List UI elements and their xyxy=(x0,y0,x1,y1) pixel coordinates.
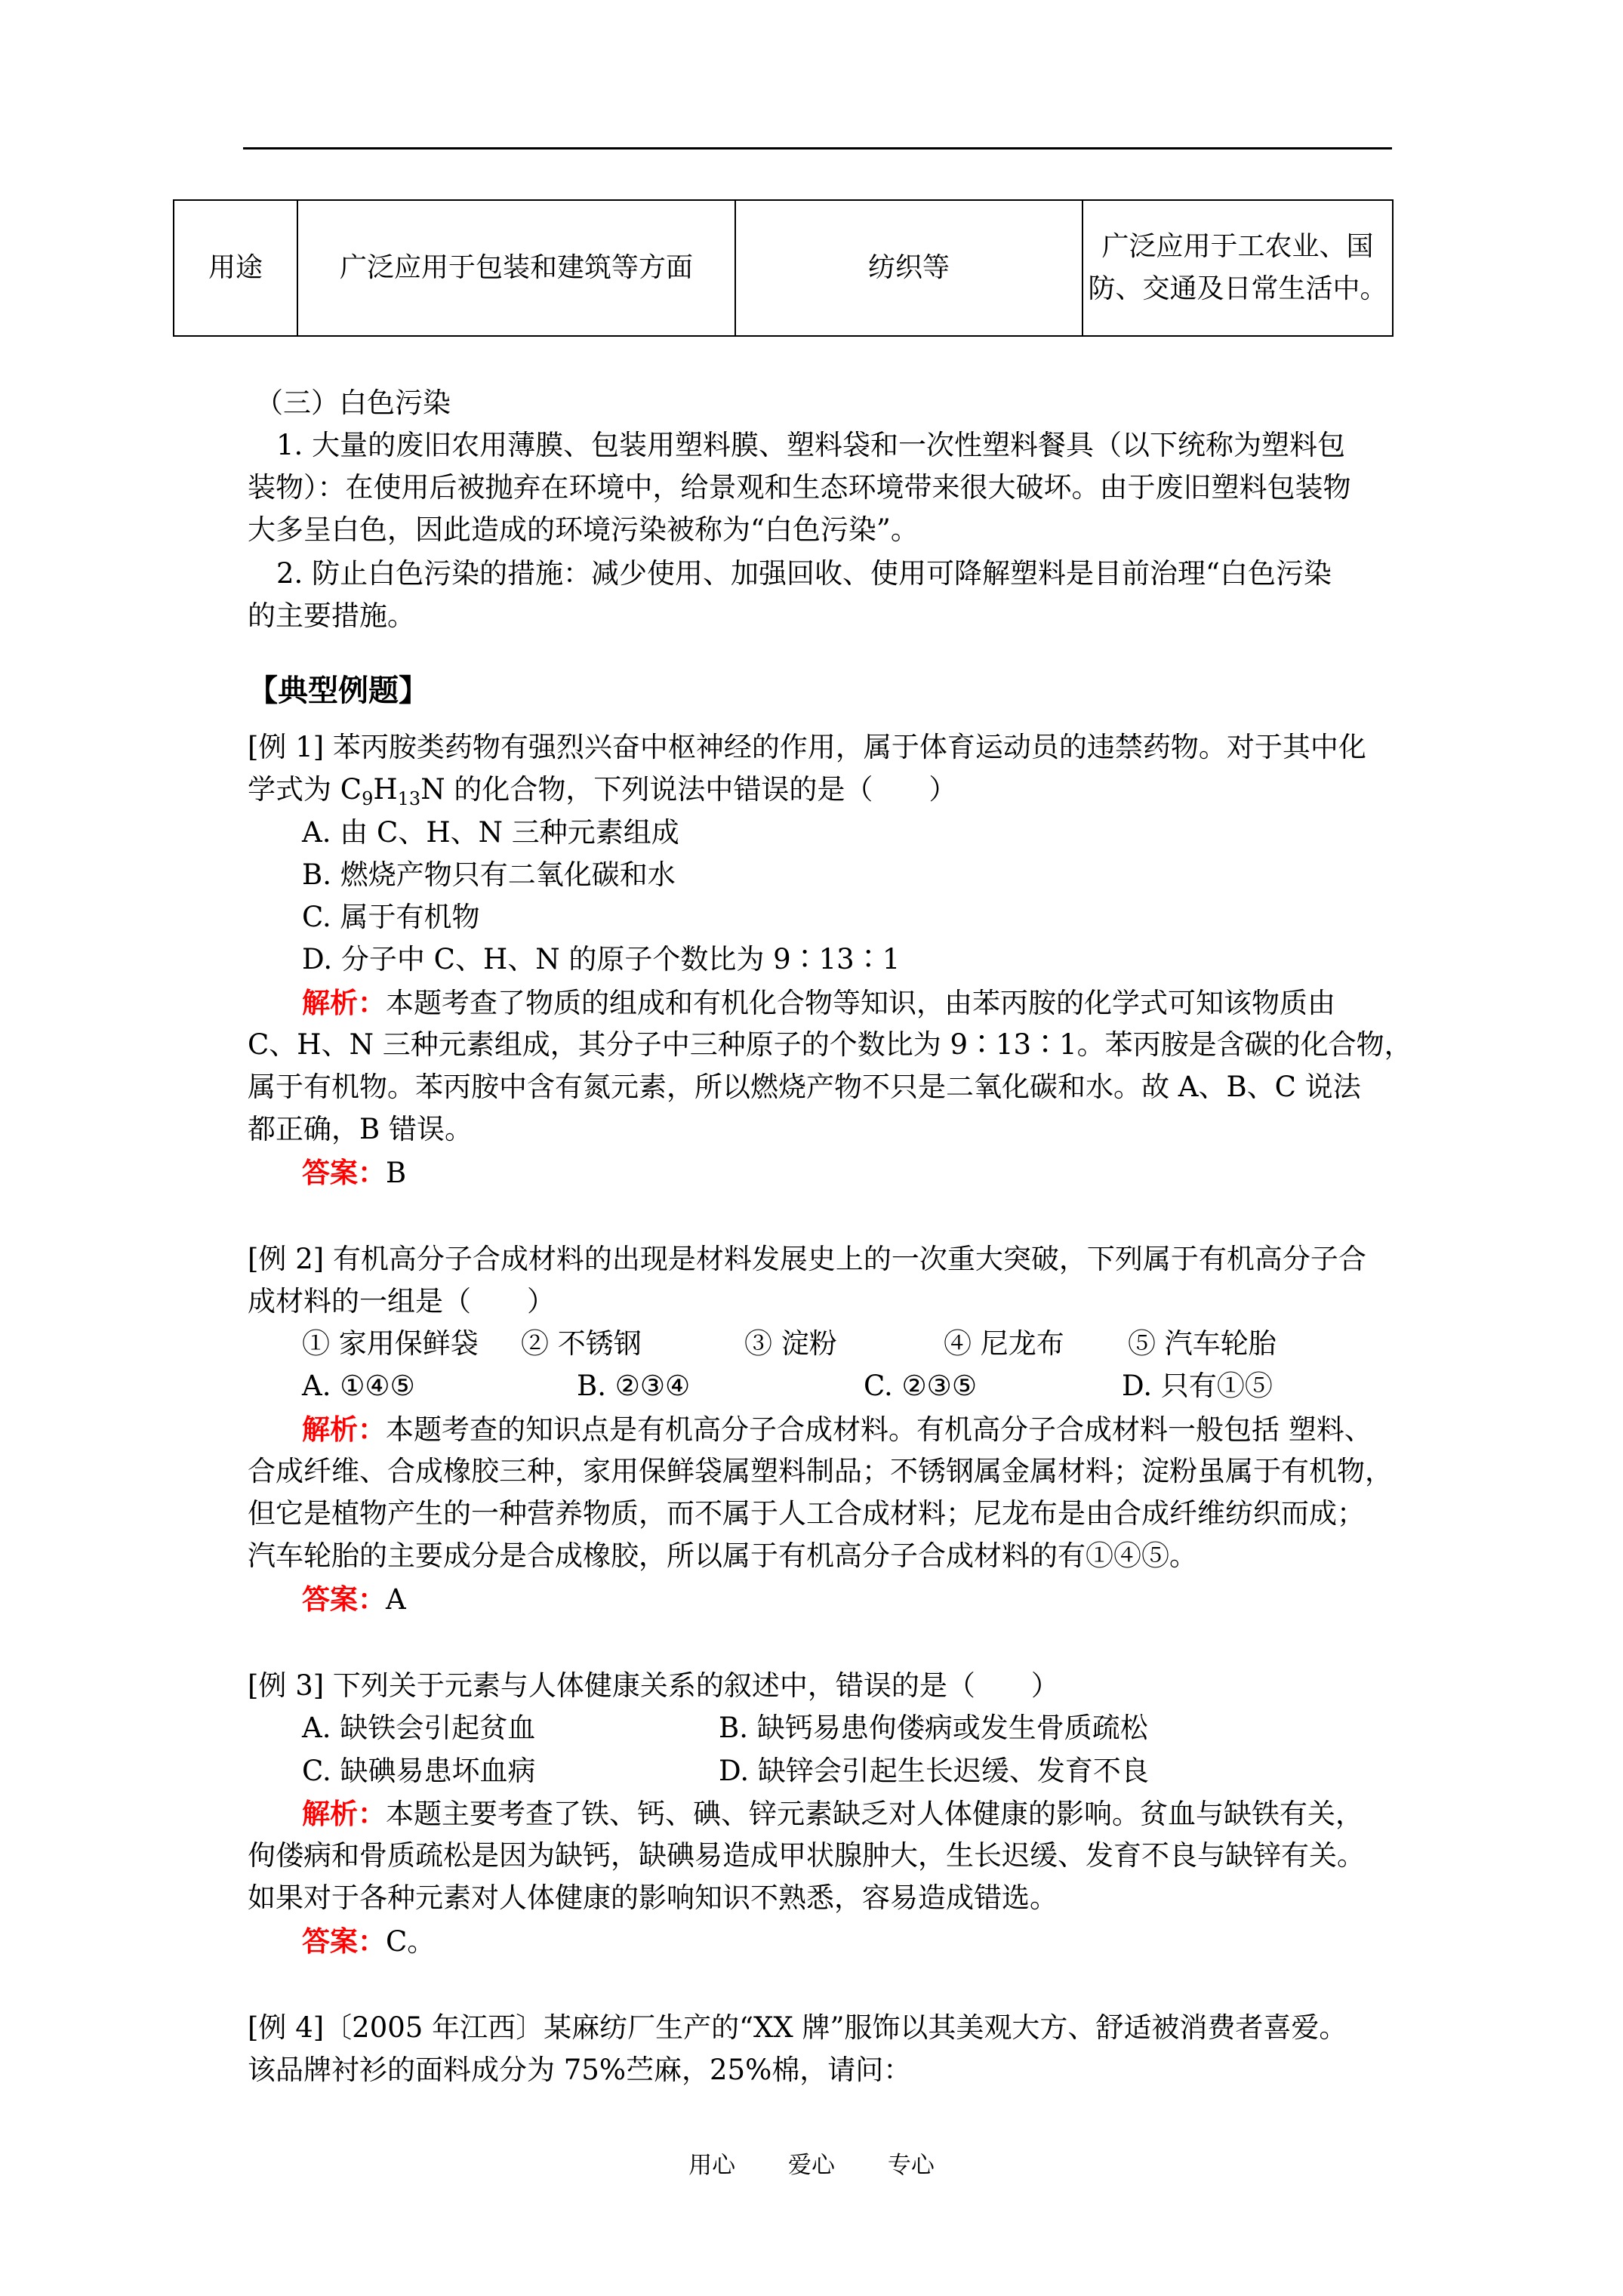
analysis-label: 解析： xyxy=(302,1797,386,1830)
option-b: B. 燃烧产物只有二氧化碳和水 xyxy=(302,858,676,891)
paragraph-line: 1. 大量的废旧农用薄膜、包装用塑料膜、塑料袋和一次性塑料餐具（以下统称为塑料包 xyxy=(276,429,1346,461)
option-row xyxy=(302,1707,1457,1749)
question-line: [例 4]〔2005 年江西〕某麻纺厂生产的“XX 牌”服饰以其美观大方、舒适被消费者喜爱。 xyxy=(248,2011,1347,2044)
option-d: D. 分子中 C、H、N 的原子个数比为 9∶13∶1 xyxy=(302,943,901,975)
table-cell: 广泛应用于包装和建筑等方面 xyxy=(297,200,735,336)
list-item: ② 不锈钢 xyxy=(521,1327,642,1360)
footer-item: 爱心 xyxy=(788,2152,835,2179)
item-list xyxy=(302,1323,1457,1365)
analysis-line: 但它是植物产生的一种营养物质，而不属于人工合成材料；尼龙布是由合成纤维纺织而成； xyxy=(248,1497,1365,1530)
analysis-line: 解析：本题考查的知识点是有机高分子合成材料。有机高分子合成材料一般包括 塑料、 xyxy=(302,1413,1372,1446)
analysis-line: 解析：本题考查了物质的组成和有机化合物等知识，由苯丙胺的化学式可知该物质由 xyxy=(302,986,1335,1019)
table-cell: 纺织等 xyxy=(735,200,1083,336)
answer-line: 答案：A xyxy=(302,1583,406,1616)
paragraph-line: 大多呈白色，因此造成的环境污染被称为“白色污染”。 xyxy=(248,513,919,546)
option-row xyxy=(302,1750,1457,1792)
answer-label: 答案： xyxy=(302,1156,386,1189)
analysis-line: 合成纤维、合成橡胶三种，家用保鲜袋属塑料制品；不锈钢属金属材料；淀粉虽属于有机物， xyxy=(248,1455,1393,1487)
question-line: [例 3] 下列关于元素与人体健康关系的叙述中，错误的是（ ） xyxy=(248,1669,1059,1702)
analysis-line: 属于有机物。苯丙胺中含有氮元素，所以燃烧产物不只是二氧化碳和水。故 A、B、C 说法 xyxy=(248,1071,1361,1103)
list-item: ① 家用保鲜袋 xyxy=(302,1327,479,1360)
option-a: A. 缺铁会引起贫血 xyxy=(302,1712,536,1744)
option-list xyxy=(302,1365,1457,1407)
page-footer xyxy=(0,2146,1623,2180)
table-cell: 广泛应用于工农业、国防、交通及日常生活中。 xyxy=(1083,200,1393,336)
paragraph-line: 的主要措施。 xyxy=(248,599,415,632)
option: C. ②③⑤ xyxy=(864,1370,978,1402)
footer-item: 用心 xyxy=(688,2152,736,2179)
analysis-label: 解析： xyxy=(302,1413,386,1446)
option-c: C. 属于有机物 xyxy=(302,901,480,933)
option-c: C. 缺碘易患坏血病 xyxy=(302,1755,536,1787)
list-item: ④ 尼龙布 xyxy=(944,1327,1064,1360)
table-cell-label: 用途 xyxy=(174,200,297,336)
option-a: A. 由 C、H、N 三种元素组成 xyxy=(302,816,679,849)
option: A. ①④⑤ xyxy=(302,1370,415,1402)
list-item: ⑤ 汽车轮胎 xyxy=(1128,1327,1277,1360)
section-title: （三）白色污染 xyxy=(255,387,451,419)
question-line: 学式为 $C_9H_{13}N$ 的化合物，下列说法中错误的是（ ） xyxy=(248,773,957,809)
answer-label: 答案： xyxy=(302,1925,386,1958)
footer-item: 专心 xyxy=(887,2152,935,2179)
list-item: ③ 淀粉 xyxy=(744,1327,837,1360)
analysis-line: 解析：本题主要考查了铁、钙、碘、锌元素缺乏对人体健康的影响。贫血与缺铁有关， xyxy=(302,1797,1363,1830)
answer-line: 答案：C。 xyxy=(302,1925,436,1958)
question-line: [例 2] 有机高分子合成材料的出现是材料发展史上的一次重大突破，下列属于有机高分子合 xyxy=(248,1243,1366,1275)
analysis-line: 佝偻病和骨质疏松是因为缺钙，缺碘易造成甲状腺肿大，生长迟缓、发育不良与缺锌有关。 xyxy=(248,1839,1365,1872)
examples-heading: 【典型例题】 xyxy=(248,673,429,708)
paragraph-line: 装物）：在使用后被抛弃在环境中，给景观和生态环境带来很大破坏。由于废旧塑料包装物 xyxy=(248,471,1351,504)
option: B. ②③④ xyxy=(577,1370,691,1402)
header-rule xyxy=(243,147,1392,149)
usage-table xyxy=(173,199,1394,337)
answer-line: 答案：B xyxy=(302,1156,407,1189)
paragraph-line: 2. 防止白色污染的措施：减少使用、加强回收、使用可降解塑料是目前治理“白色污染 xyxy=(276,557,1332,590)
option: D. 只有①⑤ xyxy=(1122,1370,1273,1402)
option-b: B. 缺钙易患佝偻病或发生骨质疏松 xyxy=(719,1712,1148,1744)
option-d: D. 缺锌会引起生长迟缓、发育不良 xyxy=(719,1755,1149,1787)
question-line: 成材料的一组是（ ） xyxy=(248,1285,555,1318)
analysis-line: 都正确，B 错误。 xyxy=(248,1113,473,1145)
analysis-label: 解析： xyxy=(302,986,386,1019)
analysis-line: 如果对于各种元素对人体健康的影响知识不熟悉，容易造成错选。 xyxy=(248,1881,1058,1914)
answer-label: 答案： xyxy=(302,1583,386,1616)
analysis-line: C、H、N 三种元素组成，其分子中三种原子的个数比为 9∶13∶1。苯丙胺是含碳的化合物， xyxy=(248,1028,1412,1061)
question-line: 该品牌衬衫的面料成分为 75%苎麻，25%棉，请问： xyxy=(248,2054,912,2086)
analysis-line: 汽车轮胎的主要成分是合成橡胶，所以属于有机高分子合成材料的有①④⑤。 xyxy=(248,1539,1197,1572)
question-line: [例 1] 苯丙胺类药物有强烈兴奋中枢神经的作用，属于体育运动员的违禁药物。对于其中化 xyxy=(248,731,1366,763)
table-row xyxy=(174,200,1393,336)
